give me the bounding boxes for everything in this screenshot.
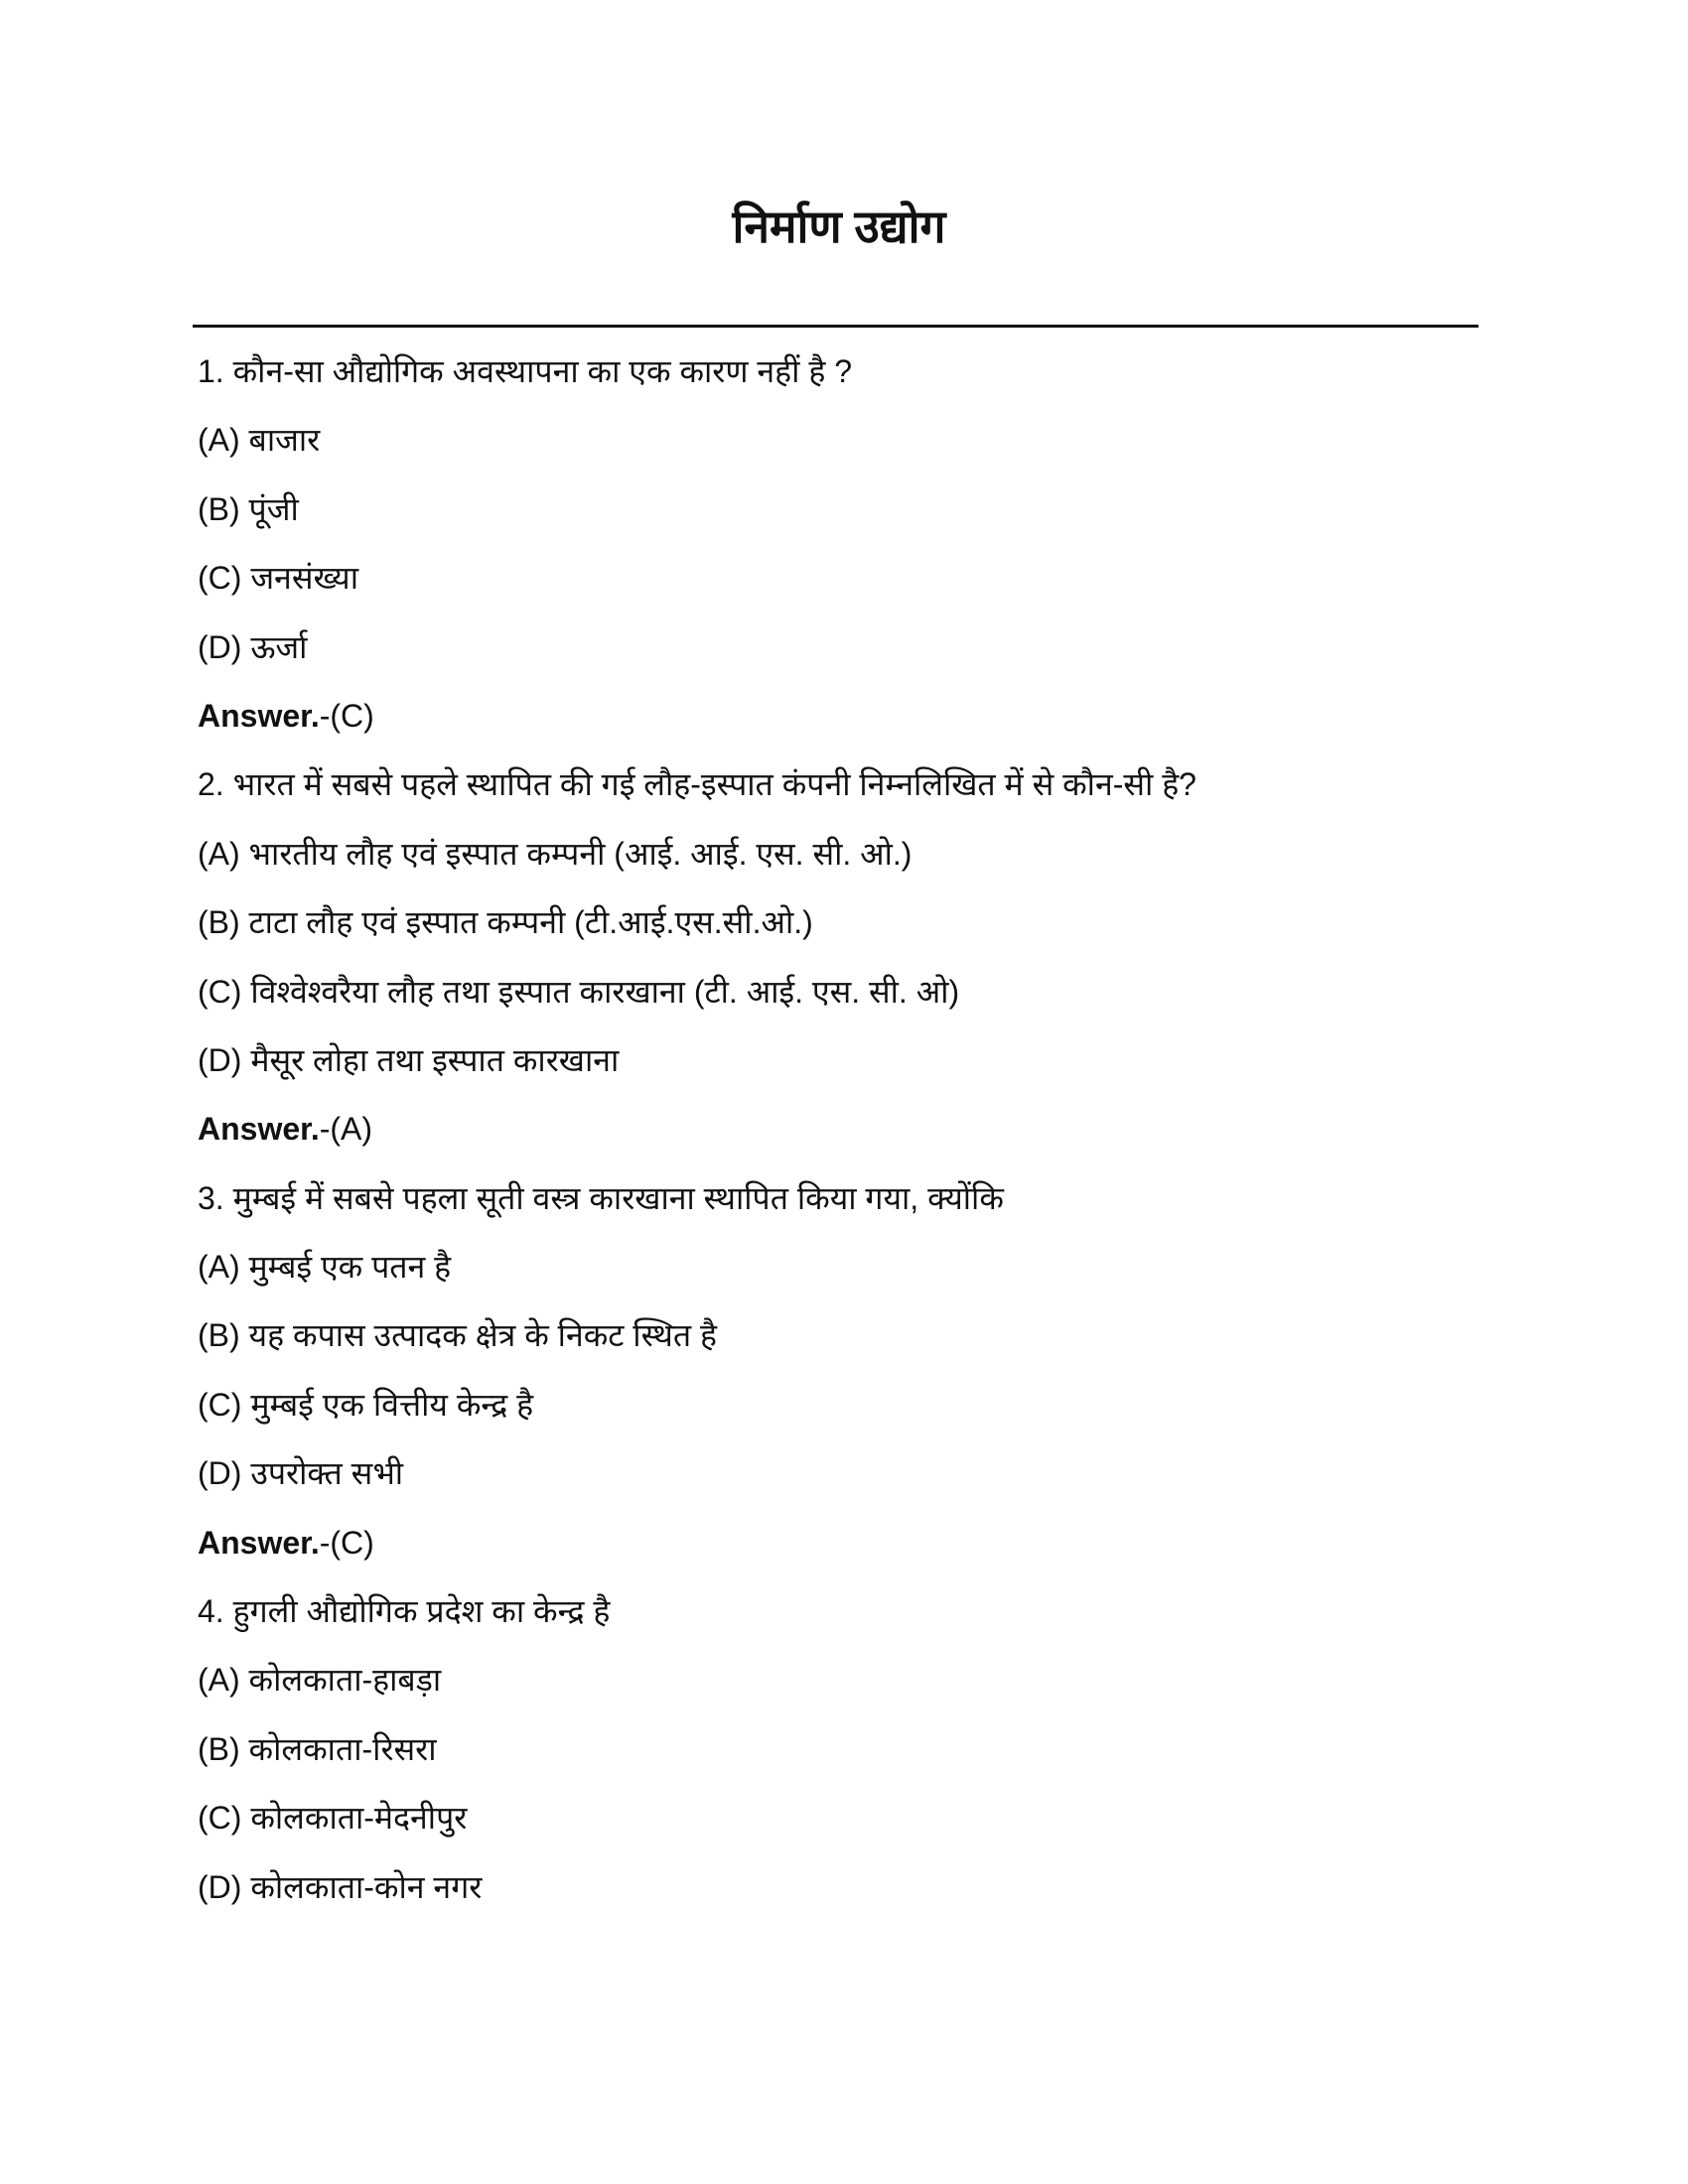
answer-value: -(C) xyxy=(319,697,374,734)
option: (B) पूंजी xyxy=(198,490,299,527)
option: (D) उपरोक्त सभी xyxy=(198,1455,404,1492)
question-text: 4. हुगली औद्योगिक प्रदेश का केन्द्र है xyxy=(198,1593,611,1630)
question-block xyxy=(198,1577,1488,1922)
answer-label: Answer. xyxy=(198,1524,320,1561)
option: (A) कोलकाता-हाबड़ा xyxy=(198,1662,442,1699)
question-text: 2. भारत में सबसे पहले स्थापित की गई लौह-इस्पात कंपनी निम्नलिखित में से कौन-सी है? xyxy=(198,766,1196,803)
option: (B) टाटा लौह एवं इस्पात कम्पनी (टी.आई.एस.सी.ओ.) xyxy=(198,904,813,941)
question-block xyxy=(198,338,1488,751)
question-text: 1. कौन-सा औद्योगिक अवस्थापना का एक कारण नहीं है ? xyxy=(198,353,853,389)
answer-value: -(A) xyxy=(319,1111,373,1148)
option: (A) भारतीय लौह एवं इस्पात कम्पनी (आई. आई. एस. सी. ओ.) xyxy=(198,835,913,872)
option: (D) ऊर्जा xyxy=(198,628,308,665)
option: (A) बाजार xyxy=(198,422,321,459)
option: (C) विश्वेश्वरैया लौह तथा इस्पात कारखाना (टी. आई. एस. सी. ओ) xyxy=(198,973,960,1010)
question-block xyxy=(198,751,1488,1163)
page-title: निर्माण उद्योग xyxy=(732,201,946,252)
option: (B) कोलकाता-रिसरा xyxy=(198,1730,437,1767)
answer xyxy=(198,1095,1488,1163)
answer xyxy=(198,682,1488,751)
option: (D) मैसूर लोहा तथा इस्पात कारखाना xyxy=(198,1041,620,1078)
option: (B) यह कपास उत्पादक क्षेत्र के निकट स्थित है xyxy=(198,1317,717,1354)
answer-label: Answer. xyxy=(198,697,320,734)
option: (C) मुम्बई एक वित्तीय केन्द्र है xyxy=(198,1386,534,1423)
answer-label: Answer. xyxy=(198,1111,320,1148)
question-list xyxy=(198,338,1488,1922)
answer-value: -(C) xyxy=(319,1524,374,1561)
title-divider xyxy=(193,325,1478,328)
option: (C) कोलकाता-मेदनीपुर xyxy=(198,1800,468,1837)
option: (A) मुम्बई एक पतन है xyxy=(198,1249,452,1286)
option: (D) कोलकाता-कोन नगर xyxy=(198,1868,483,1905)
question-text: 3. मुम्बई में सबसे पहला सूती वस्त्र कारखाना स्थापित किया गया, क्योंकि xyxy=(198,1179,1004,1216)
question-block xyxy=(198,1164,1488,1577)
option: (C) जनसंख्या xyxy=(198,560,359,597)
answer xyxy=(198,1509,1488,1577)
